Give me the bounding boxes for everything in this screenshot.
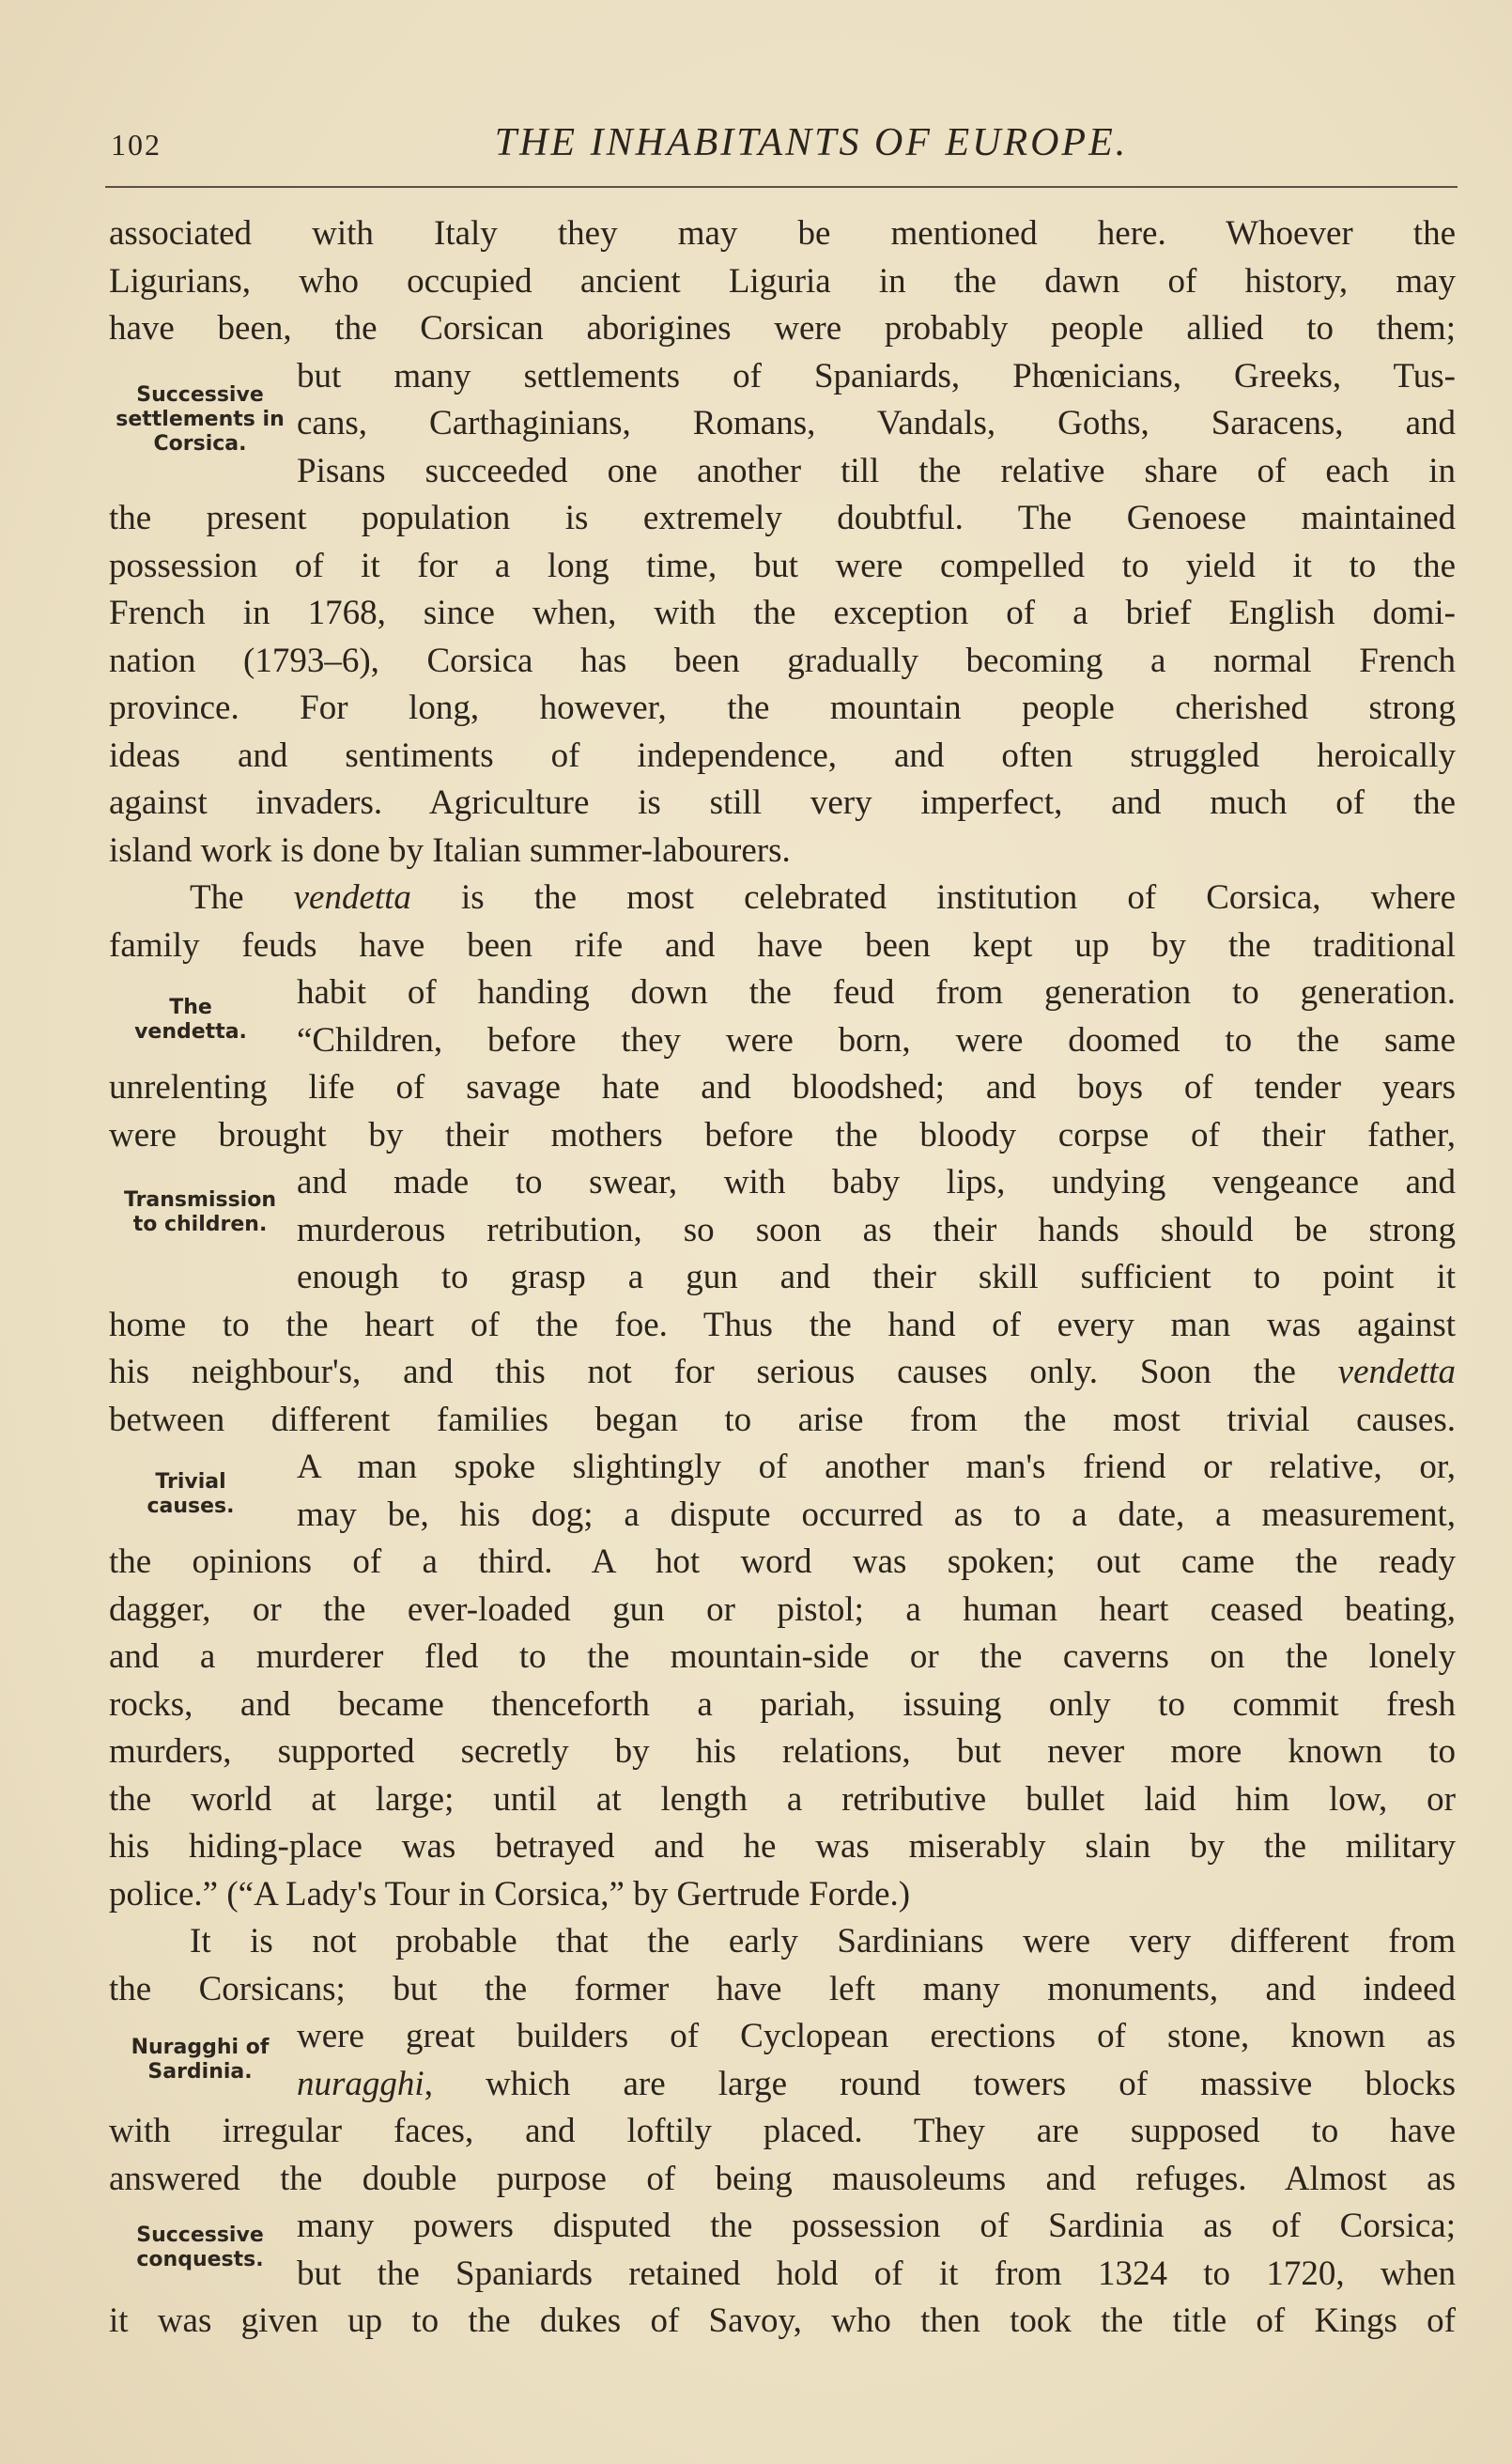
text-line: it was given up to the dukes of Savoy, who then took the title of Kings of (109, 2301, 1456, 2340)
text-line: the present population is extremely doubtful. The Genoese maintained (109, 499, 1456, 537)
text-line: “Children, before they were born, were doomed to the same (297, 1020, 1456, 1060)
text-line: the world at large; until at length a retributive bullet laid him low, or (109, 1779, 1456, 1819)
text-line: associated with Italy they may be mentioned here. Whoever the (109, 214, 1456, 253)
text-line: unrelenting life of savage hate and bloodshed; and boys of tender years (109, 1068, 1456, 1107)
text-line: French in 1768, since when, with the exception of a brief English domi- (109, 594, 1456, 632)
text-line: his hiding-place was betrayed and he was miserably slain by the military (109, 1827, 1456, 1866)
header-rule (105, 186, 1458, 188)
text-line: answered the double purpose of being mausoleums and refuges. Almost as (109, 2159, 1456, 2198)
text-line: with irregular faces, and loftily placed. They are supposed to have (109, 2112, 1456, 2150)
text-line: were great builders of Cyclopean erections of stone, known as (297, 2017, 1456, 2055)
text-line: island work is done by Italian summer-labourers. (109, 830, 791, 870)
text-line: Ligurians, who occupied ancient Liguria in the dawn of history, may (109, 261, 1456, 301)
text-line: were brought by their mothers before the bloody corpse of their father, (109, 1115, 1456, 1155)
text-line: cans, Carthaginians, Romans, Vandals, Goths, Saracens, and (297, 404, 1456, 442)
side-note-transmission: Transmission to children. (123, 1188, 276, 1236)
text-line: enough to grasp a gun and their skill sufficient to point it (297, 1258, 1456, 1296)
text-line: many powers disputed the possession of Sardinia as of Corsica; (297, 2207, 1456, 2245)
text-line: the Corsicans; but the former have left many monuments, and indeed (109, 1969, 1456, 2008)
text-line: murders, supported secretly by his relations, but never more known to (109, 1732, 1456, 1771)
text-line: the opinions of a third. A hot word was spoken; out came the ready (109, 1542, 1456, 1581)
text-line: his neighbour's, and this not for serious causes only. Soon the vendetta (109, 1353, 1456, 1391)
running-title: THE INHABITANTS OF EUROPE. (494, 121, 1129, 164)
text-line: murderous retribution, so soon as their hands should be strong (297, 1210, 1456, 1249)
text-line: possession of it for a long time, but were compelled to yield it to the (109, 546, 1456, 585)
text-line: dagger, or the ever-loaded gun or pistol; a human heart ceased beating, (109, 1589, 1456, 1629)
text-line: may be, his dog; a dispute occurred as to a date, a measurement, (297, 1495, 1456, 1534)
text-line: have been, the Corsican aborigines were probably people allied to them; (109, 309, 1456, 348)
side-note-vendetta: The vendetta. (134, 996, 247, 1044)
text-line: Pisans succeeded one another till the relative share of each in (297, 451, 1456, 490)
text-line: but the Spaniards retained hold of it from 1324 to 1720, when (297, 2254, 1456, 2293)
side-note-nuragghi: Nuragghi of Sardinia. (131, 2036, 270, 2084)
side-note-successive-conquests: Successive conquests. (136, 2224, 264, 2271)
text-line: ideas and sentiments of independence, and often struggled heroically (109, 736, 1456, 775)
text-line: police.” (“A Lady's Tour in Corsica,” by Gertrude Forde.) (109, 1874, 911, 1914)
side-note-trivial-causes: Trivial causes. (147, 1470, 235, 1518)
text-line: home to the heart of the foe. Thus the hand of every man was against (109, 1305, 1456, 1344)
text-line: nuragghi, which are large round towers of massive blocks (297, 2064, 1456, 2103)
text-line: A man spoke slightingly of another man's friend or relative, or, (297, 1448, 1456, 1486)
text-line: and made to swear, with baby lips, undying vengeance and (297, 1163, 1456, 1201)
text-line: nation (1793–6), Corsica has been gradually becoming a normal French (109, 641, 1456, 680)
text-line: It is not probable that the early Sardinians were very different from (190, 1922, 1456, 1960)
text-line: and a murderer fled to the mountain-side or the caverns on the lonely (109, 1637, 1456, 1676)
running-head (111, 120, 1456, 177)
text-line: province. For long, however, the mountain people cherished strong (109, 689, 1456, 727)
text-line: family feuds have been rife and have been kept up by the traditional (109, 925, 1456, 965)
text-line: against invaders. Agriculture is still very imperfect, and much of the (109, 783, 1456, 822)
text-line: but many settlements of Spaniards, Phœnicians, Greeks, Tus- (297, 356, 1456, 395)
text-line: between different families began to arise from the most trivial causes. (109, 1400, 1456, 1439)
side-note-successive-settlements: Successive settlements in Corsica. (116, 383, 285, 456)
text-line: rocks, and became thenceforth a pariah, issuing only to commit fresh (109, 1684, 1456, 1724)
body-text (109, 210, 1456, 2346)
page-number: 102 (111, 128, 162, 162)
text-line: habit of handing down the feud from generation to generation. (297, 973, 1456, 1012)
text-line: The vendetta is the most celebrated institution of Corsica, where (190, 878, 1456, 917)
